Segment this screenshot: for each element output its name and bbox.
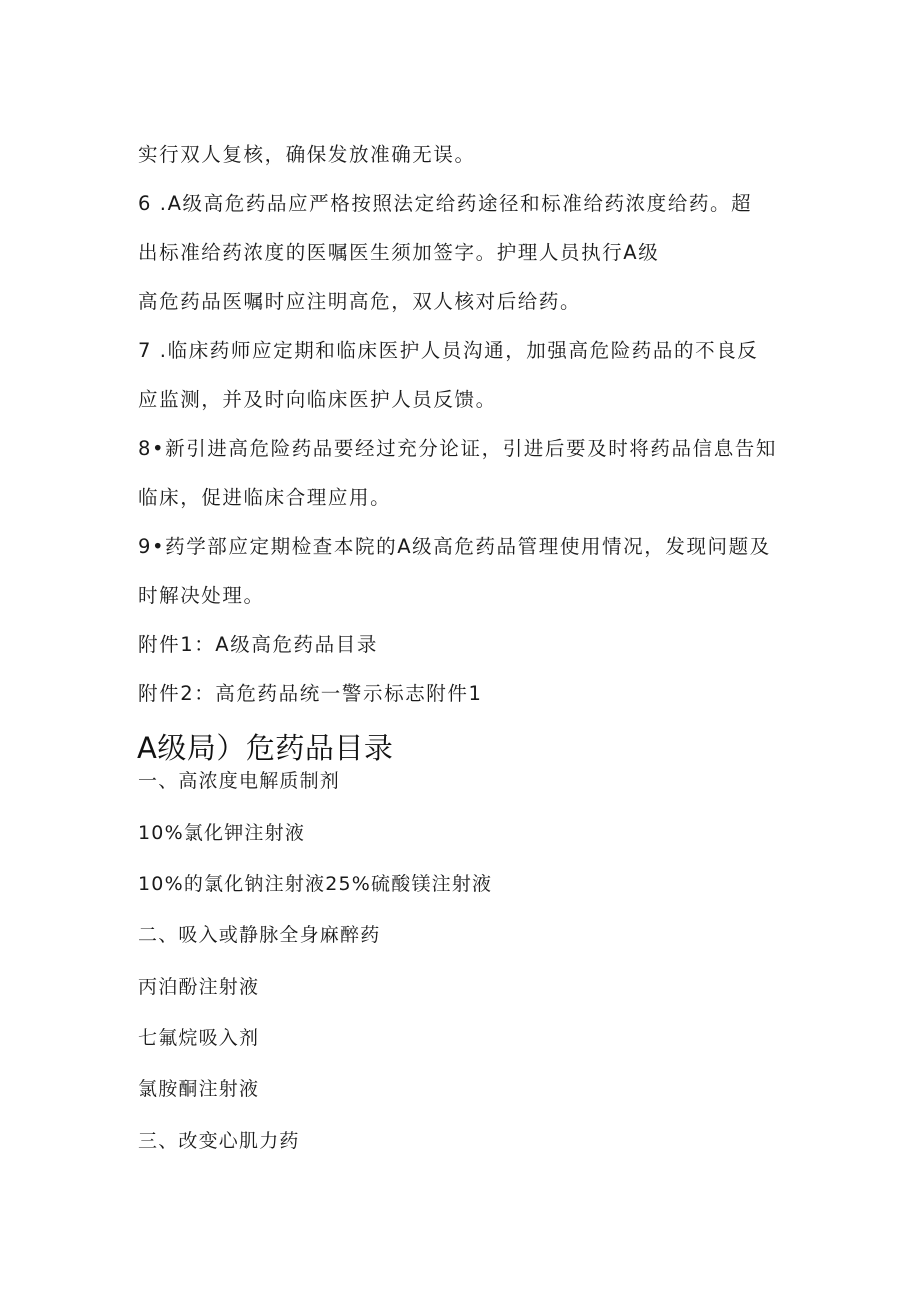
catalog-category: 三、改变心肌力药 xyxy=(138,1130,300,1152)
paragraph-line: 6 .A级高危药品应严格按照法定给药途径和标准给药浓度给药。超 xyxy=(138,192,753,215)
catalog-category: 二、吸入或静脉全身麻醉药 xyxy=(138,924,381,946)
paragraph-line: 临床，促进临床合理应用。 xyxy=(138,486,392,509)
paragraph-line: 实行双人复核，确保发放准确无误。 xyxy=(138,143,476,166)
catalog-item: 丙泊酚注射液 xyxy=(138,976,260,998)
paragraph-line: 高危药品医嘱时应注明高危，双人核对后给药。 xyxy=(138,290,582,313)
catalog-item: 七氟烷吸入剂 xyxy=(138,1027,260,1049)
paragraph-line: 7 .临床药师应定期和临床医护人员沟通，加强高危险药品的不良反 xyxy=(138,339,759,362)
paragraph-line: 8•新引进高危险药品要经过充分论证，引进后要及时将药品信息告知 xyxy=(138,437,778,460)
paragraph-line: 出标准给药浓度的医嘱医生须加签字。护理人员执行A级 xyxy=(138,241,660,264)
paragraph-line: 时解决处理。 xyxy=(138,584,265,607)
catalog-item: 10%氯化钾注射液 xyxy=(138,822,306,844)
attachment-line: 附件2：高危药品统一警示标志附件1 xyxy=(138,682,483,705)
catalog-category: 一、高浓度电解质制剂 xyxy=(138,770,341,792)
catalog-title: A级局）危药品目录 xyxy=(137,731,394,765)
paragraph-line: 应监测，并及时向临床医护人员反馈。 xyxy=(138,388,497,411)
paragraph-line: 9•药学部应定期检查本院的A级高危药品管理使用情况，发现问题及 xyxy=(138,535,771,558)
catalog-item: 10%的氯化钠注射液25%硫酸镁注射液 xyxy=(138,873,493,895)
catalog-item: 氯胺酮注射液 xyxy=(138,1078,260,1100)
attachment-line: 附件1：A级高危药品目录 xyxy=(138,633,378,656)
